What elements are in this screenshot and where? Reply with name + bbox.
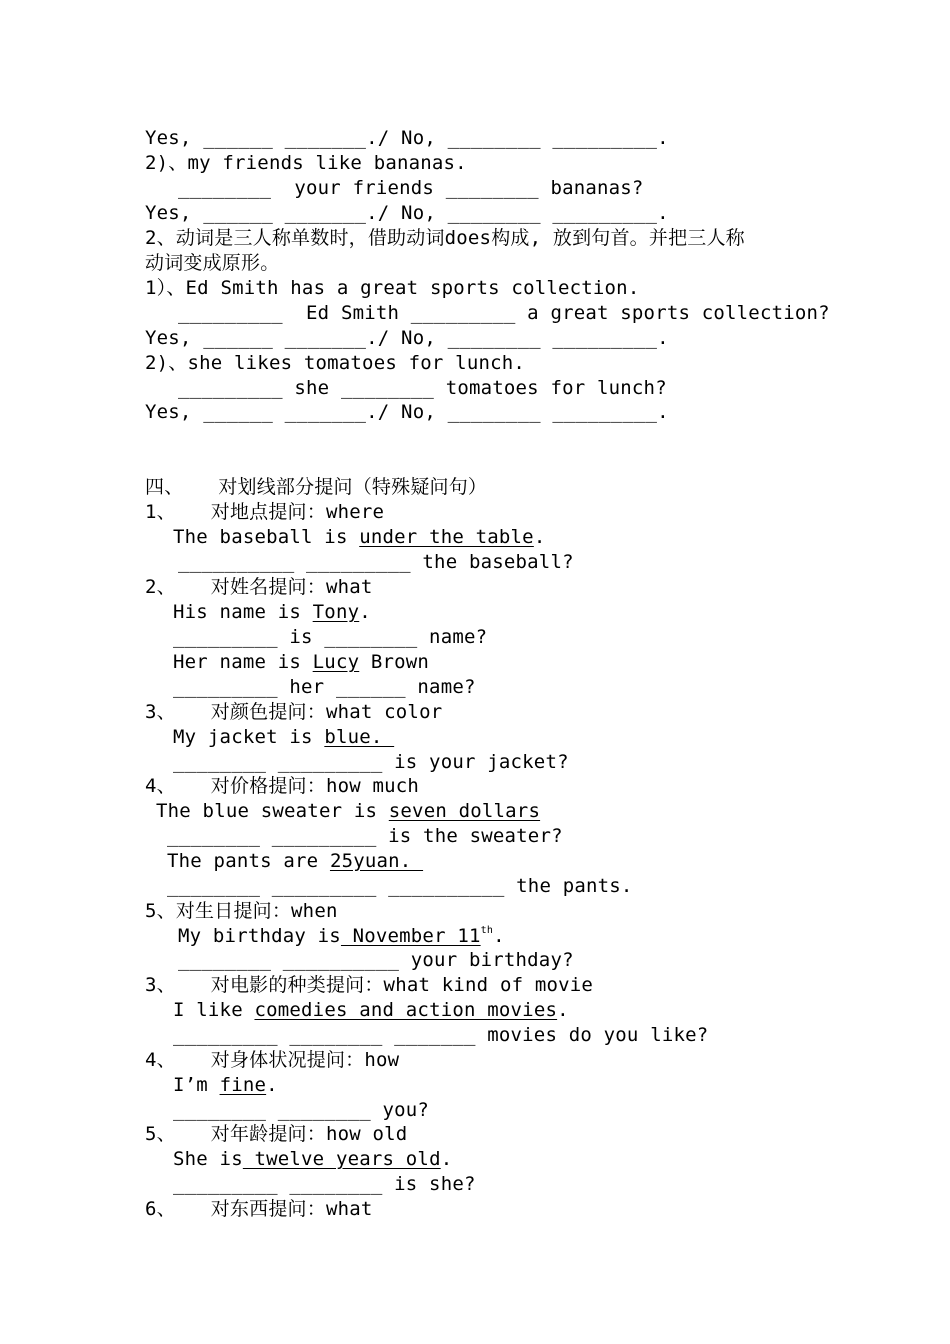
underlined-answer: November 11: [340, 925, 481, 947]
worksheet-line: [173, 750, 569, 775]
line-text: His name is: [173, 601, 313, 623]
worksheet-line: [145, 1122, 407, 1147]
worksheet-line: [173, 600, 371, 625]
worksheet-line: [173, 1147, 452, 1172]
underlined-answer: twelve years old: [242, 1148, 441, 1170]
underlined-answer: comedies and action movies: [254, 999, 558, 1021]
worksheet-line: [173, 1172, 476, 1197]
underlined-answer: Lucy: [312, 651, 360, 673]
line-text: _________ ________ is she?: [173, 1173, 476, 1195]
line-text: 5、 对年龄提问：how old: [145, 1123, 408, 1145]
worksheet-line: [145, 151, 467, 176]
line-text: My jacket is: [173, 726, 325, 748]
worksheet-line: [145, 899, 338, 924]
underlined-answer: fine: [219, 1074, 267, 1096]
worksheet-line: [145, 700, 442, 725]
worksheet-line: [173, 998, 569, 1023]
worksheet-line: [145, 1048, 399, 1073]
line-text: 3、 对颜色提问：what color: [145, 701, 443, 723]
worksheet-line: [178, 550, 574, 575]
line-text: The baseball is: [173, 526, 360, 548]
worksheet-line: [178, 924, 505, 949]
underlined-answer: seven dollars: [388, 800, 541, 822]
line-text: ________ your friends ________ bananas?: [178, 177, 644, 199]
worksheet-line: [173, 675, 476, 700]
underlined-answer: Tony: [312, 601, 360, 623]
line-text: Her name is: [173, 651, 313, 673]
worksheet-line: [173, 1098, 429, 1123]
worksheet-line: [156, 799, 540, 824]
line-text: Yes, ______ _______./ No, ________ _________.: [145, 327, 669, 349]
worksheet-line: [145, 276, 639, 301]
line-text: Yes, ______ _______./ No, ________ _________.: [145, 202, 669, 224]
worksheet-line: [173, 725, 394, 750]
line-text: Yes, ______ _______./ No, ________ _________.: [145, 127, 669, 149]
worksheet-line: [173, 1073, 278, 1098]
line-text: .: [440, 1148, 453, 1170]
line-text: 2、动词是三人称单数时，借助动词does构成, 放到句首。并把三人称: [145, 227, 745, 249]
line-text: _________ ________ _______ movies do you like?: [173, 1024, 709, 1046]
worksheet-line: [178, 376, 667, 401]
worksheet-line: [173, 525, 545, 550]
line-text: 5、对生日提问：when: [145, 900, 338, 922]
line-text: .: [493, 925, 505, 947]
worksheet-line: [167, 824, 563, 849]
line-text: ________ _________ is your jacket?: [173, 751, 569, 773]
worksheet-line: [145, 774, 419, 799]
line-text: ________ ________ you?: [173, 1099, 430, 1121]
line-text: _________ is ________ name?: [173, 626, 488, 648]
worksheet-line: [178, 948, 574, 973]
line-text: 4、 对价格提问：how much: [145, 775, 420, 797]
worksheet-line: [167, 874, 633, 899]
worksheet-line: [178, 301, 830, 326]
line-text: 动词变成原形。: [145, 252, 280, 274]
line-text: _________ Ed Smith _________ a great sports collection?: [178, 302, 830, 324]
line-text: I’m: [173, 1074, 220, 1096]
line-text: 3、 对电影的种类提问：what kind of movie: [145, 974, 594, 996]
line-text: 4、 对身体状况提问：how: [145, 1049, 400, 1071]
worksheet-line: [145, 251, 279, 276]
worksheet-line: [145, 1197, 373, 1222]
line-text: Yes, ______ _______./ No, ________ _________.: [145, 401, 669, 423]
line-text: ________ __________ your birthday?: [178, 949, 574, 971]
line-text: .: [533, 526, 546, 548]
worksheet-line: [145, 575, 373, 600]
worksheet-line: [145, 226, 745, 251]
line-text: _________ she ________ tomatoes for lunch?: [178, 377, 667, 399]
line-text: 1、 对地点提问：where: [145, 501, 385, 523]
worksheet-line: [145, 201, 669, 226]
underlined-answer: blue.: [324, 726, 395, 748]
worksheet-line: [167, 849, 423, 874]
worksheet-line: [173, 625, 487, 650]
line-text: .: [557, 999, 569, 1021]
line-text: __________ _________ the baseball?: [178, 551, 574, 573]
underlined-answer: under the table: [359, 526, 534, 548]
worksheet-line: [178, 176, 644, 201]
line-text: 2)、she likes tomatoes for lunch.: [145, 352, 526, 374]
worksheet-line: [145, 126, 669, 151]
line-text: 2)、my friends like bananas.: [145, 152, 467, 174]
worksheet-line: [145, 500, 384, 525]
line-text: 四、 对划线部分提问（特殊疑问句）: [145, 476, 488, 498]
line-text: ________ _________ is the sweater?: [167, 825, 563, 847]
worksheet-line: [145, 351, 525, 376]
line-text: ________ _________ __________ the pants.: [167, 875, 633, 897]
line-text: 1）、Ed Smith has a great sports collection.: [145, 277, 640, 299]
worksheet-line: [173, 650, 429, 675]
worksheet-line: [145, 973, 593, 998]
line-text: She is: [173, 1148, 243, 1170]
ordinal-suffix: th: [480, 925, 494, 936]
line-text: Brown: [359, 651, 430, 673]
line-text: The pants are: [167, 850, 330, 872]
line-text: My birthday is: [178, 925, 341, 947]
underlined-answer: 25yuan.: [329, 850, 424, 872]
worksheet-line: [145, 326, 669, 351]
worksheet-line: [145, 400, 669, 425]
worksheet-line: [145, 475, 487, 500]
line-text: .: [266, 1074, 278, 1096]
line-text: .: [359, 601, 371, 623]
line-text: I like: [173, 999, 255, 1021]
line-text: _________ her ______ name?: [173, 676, 476, 698]
worksheet-line: [173, 1023, 708, 1048]
line-text: The blue sweater is: [156, 800, 389, 822]
line-text: 2、 对姓名提问：what: [145, 576, 373, 598]
line-text: 6、 对东西提问：what: [145, 1198, 373, 1220]
